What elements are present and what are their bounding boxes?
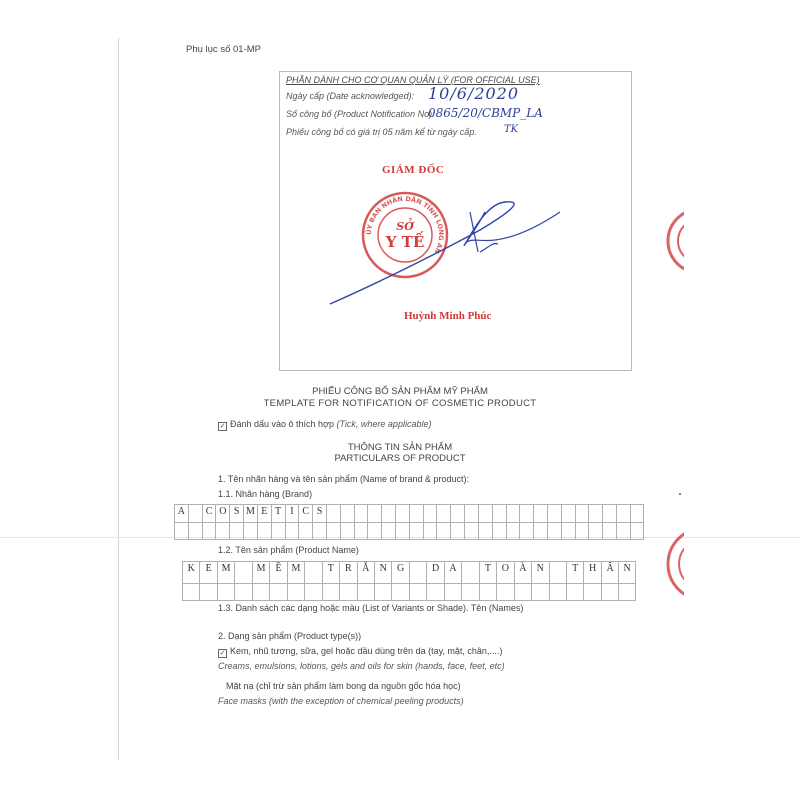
grid-cell [409, 505, 423, 539]
grid-cell: Ề [269, 562, 286, 600]
grid-cell [340, 505, 354, 539]
grid-cell: E [199, 562, 216, 600]
edge-stamp-upper [664, 205, 684, 277]
brand-letter-grid [174, 504, 644, 540]
grid-cell: M [243, 505, 257, 539]
validity-text: Phiếu công bố có giá trị 05 năm kể từ ngày cấp. [286, 127, 477, 137]
grid-cell [367, 505, 381, 539]
grid-cell [492, 505, 506, 539]
grid-cell: A [444, 562, 461, 600]
grid-cell [450, 505, 464, 539]
official-use-box [279, 71, 632, 371]
grid-cell [461, 562, 478, 600]
grid-cell: O [215, 505, 229, 539]
director-signature [320, 182, 560, 312]
section-title-vn: THÔNG TIN SẢN PHẨM [347, 442, 453, 453]
grid-cell: Ắ [357, 562, 374, 600]
grid-cell: I [285, 505, 299, 539]
director-title: GIÁM ĐỐC [382, 164, 445, 176]
stamp-center-top: SỞ [396, 220, 414, 233]
validity-initials: TK [504, 124, 519, 135]
tick-note [218, 419, 431, 431]
speck [679, 493, 681, 495]
grid-cell: N [374, 562, 391, 600]
grid-cell: À [514, 562, 531, 600]
grid-cell [561, 505, 575, 539]
item-1-2-label: 1.2. Tên sản phẩm (Product Name) [218, 545, 359, 555]
grid-cell [602, 505, 616, 539]
grid-cell: T [271, 505, 285, 539]
grid-cell: N [531, 562, 548, 600]
grid-cell [630, 505, 644, 539]
grid-cell: K [182, 562, 199, 600]
grid-cell [464, 505, 478, 539]
grid-cell [304, 562, 321, 600]
grid-cell: S [229, 505, 243, 539]
notification-number-value: 0865/20/CBMP_LA [428, 106, 543, 120]
grid-cell [436, 505, 450, 539]
tick-note-en: (Tick, where applicable) [336, 419, 432, 429]
appendix-label: Phụ lục số 01-MP [186, 44, 261, 55]
tick-checkbox-icon: ✓ [219, 423, 226, 430]
edge-stamp-lower [664, 522, 684, 606]
grid-cell [575, 505, 589, 539]
grid-cell [354, 505, 368, 539]
grid-cell: H [583, 562, 600, 600]
grid-cell [234, 562, 251, 600]
stamp-center-main: Y TẾ [385, 233, 425, 251]
item-1-1-label: 1.1. Nhãn hàng (Brand) [218, 489, 313, 499]
grid-cell [423, 505, 437, 539]
section-title-en: PARTICULARS OF PRODUCT [334, 453, 466, 464]
grid-cell: E [257, 505, 271, 539]
grid-cell: R [339, 562, 356, 600]
type-cream-vn: Kem, nhũ tương, sữa, gel hoặc dầu dùng trên da (tay, mặt, chân,....) [230, 646, 503, 656]
grid-cell: M [217, 562, 234, 600]
grid-cell: S [312, 505, 326, 539]
form-title-vn: PHIẾU CÔNG BỐ SẢN PHẨM MỸ PHẨM [312, 386, 488, 397]
item-1-label: 1. Tên nhãn hàng và tên sản phẩm (Name of brand & product): [218, 474, 469, 484]
grid-cell: G [391, 562, 408, 600]
type-mask-vn: Mặt nạ (chỉ trừ sản phẩm làm bong da nguồn gốc hóa học) [226, 681, 461, 691]
item-1-3-label: 1.3. Danh sách các dạng hoặc màu (List of Variants or Shade). Tên (Names) [218, 603, 524, 613]
grid-cell: M [287, 562, 304, 600]
grid-cell [395, 505, 409, 539]
date-acknowledged-value: 10/6/2020 [428, 84, 520, 103]
grid-cell [381, 505, 395, 539]
grid-cell: Â [601, 562, 618, 600]
type-mask-en: Face masks (with the exception of chemical peeling products) [218, 696, 464, 706]
grid-cell: D [426, 562, 443, 600]
form-title-en: TEMPLATE FOR NOTIFICATION OF COSMETIC PRODUCT [263, 398, 537, 409]
grid-cell [588, 505, 602, 539]
grid-cell [188, 505, 202, 539]
grid-cell: O [496, 562, 513, 600]
director-name: Huỳnh Minh Phúc [404, 310, 492, 322]
tick-note-vn: Đánh dấu vào ô thích hợp [230, 419, 334, 429]
grid-cell: A [174, 505, 188, 539]
grid-cell [549, 562, 566, 600]
grid-cell [519, 505, 533, 539]
official-use-heading: PHẦN DÀNH CHO CƠ QUAN QUẢN LÝ (FOR OFFICIAL USE) [286, 75, 540, 85]
grid-cell [478, 505, 492, 539]
grid-cell: T [479, 562, 496, 600]
item-2-label: 2. Dạng sản phẩm (Product type(s)) [218, 631, 362, 641]
date-acknowledged-label: Ngày cấp (Date acknowledged): [286, 91, 415, 101]
grid-cell [533, 505, 547, 539]
grid-cell: N [618, 562, 635, 600]
stamp-ring-text: ỦY BAN NHÂN DÂN TỈNH LONG AN [364, 194, 446, 256]
product-name-letter-grid [182, 561, 636, 601]
grid-cell [616, 505, 630, 539]
grid-cell: C [202, 505, 216, 539]
type-cream-option [218, 646, 502, 658]
grid-cell: T [566, 562, 583, 600]
grid-cell: C [298, 505, 312, 539]
type-cream-en: Creams, emulsions, lotions, gels and oils for skin (hands, face, feet, etc) [218, 661, 505, 671]
grid-cell: M [252, 562, 269, 600]
grid-cell [326, 505, 340, 539]
grid-cell [547, 505, 561, 539]
grid-cell [409, 562, 426, 600]
grid-cell [506, 505, 520, 539]
grid-cell: T [322, 562, 339, 600]
cream-checkbox-icon: ✓ [219, 650, 226, 657]
notification-number-label: Số công bố (Product Notification No): [286, 109, 435, 119]
